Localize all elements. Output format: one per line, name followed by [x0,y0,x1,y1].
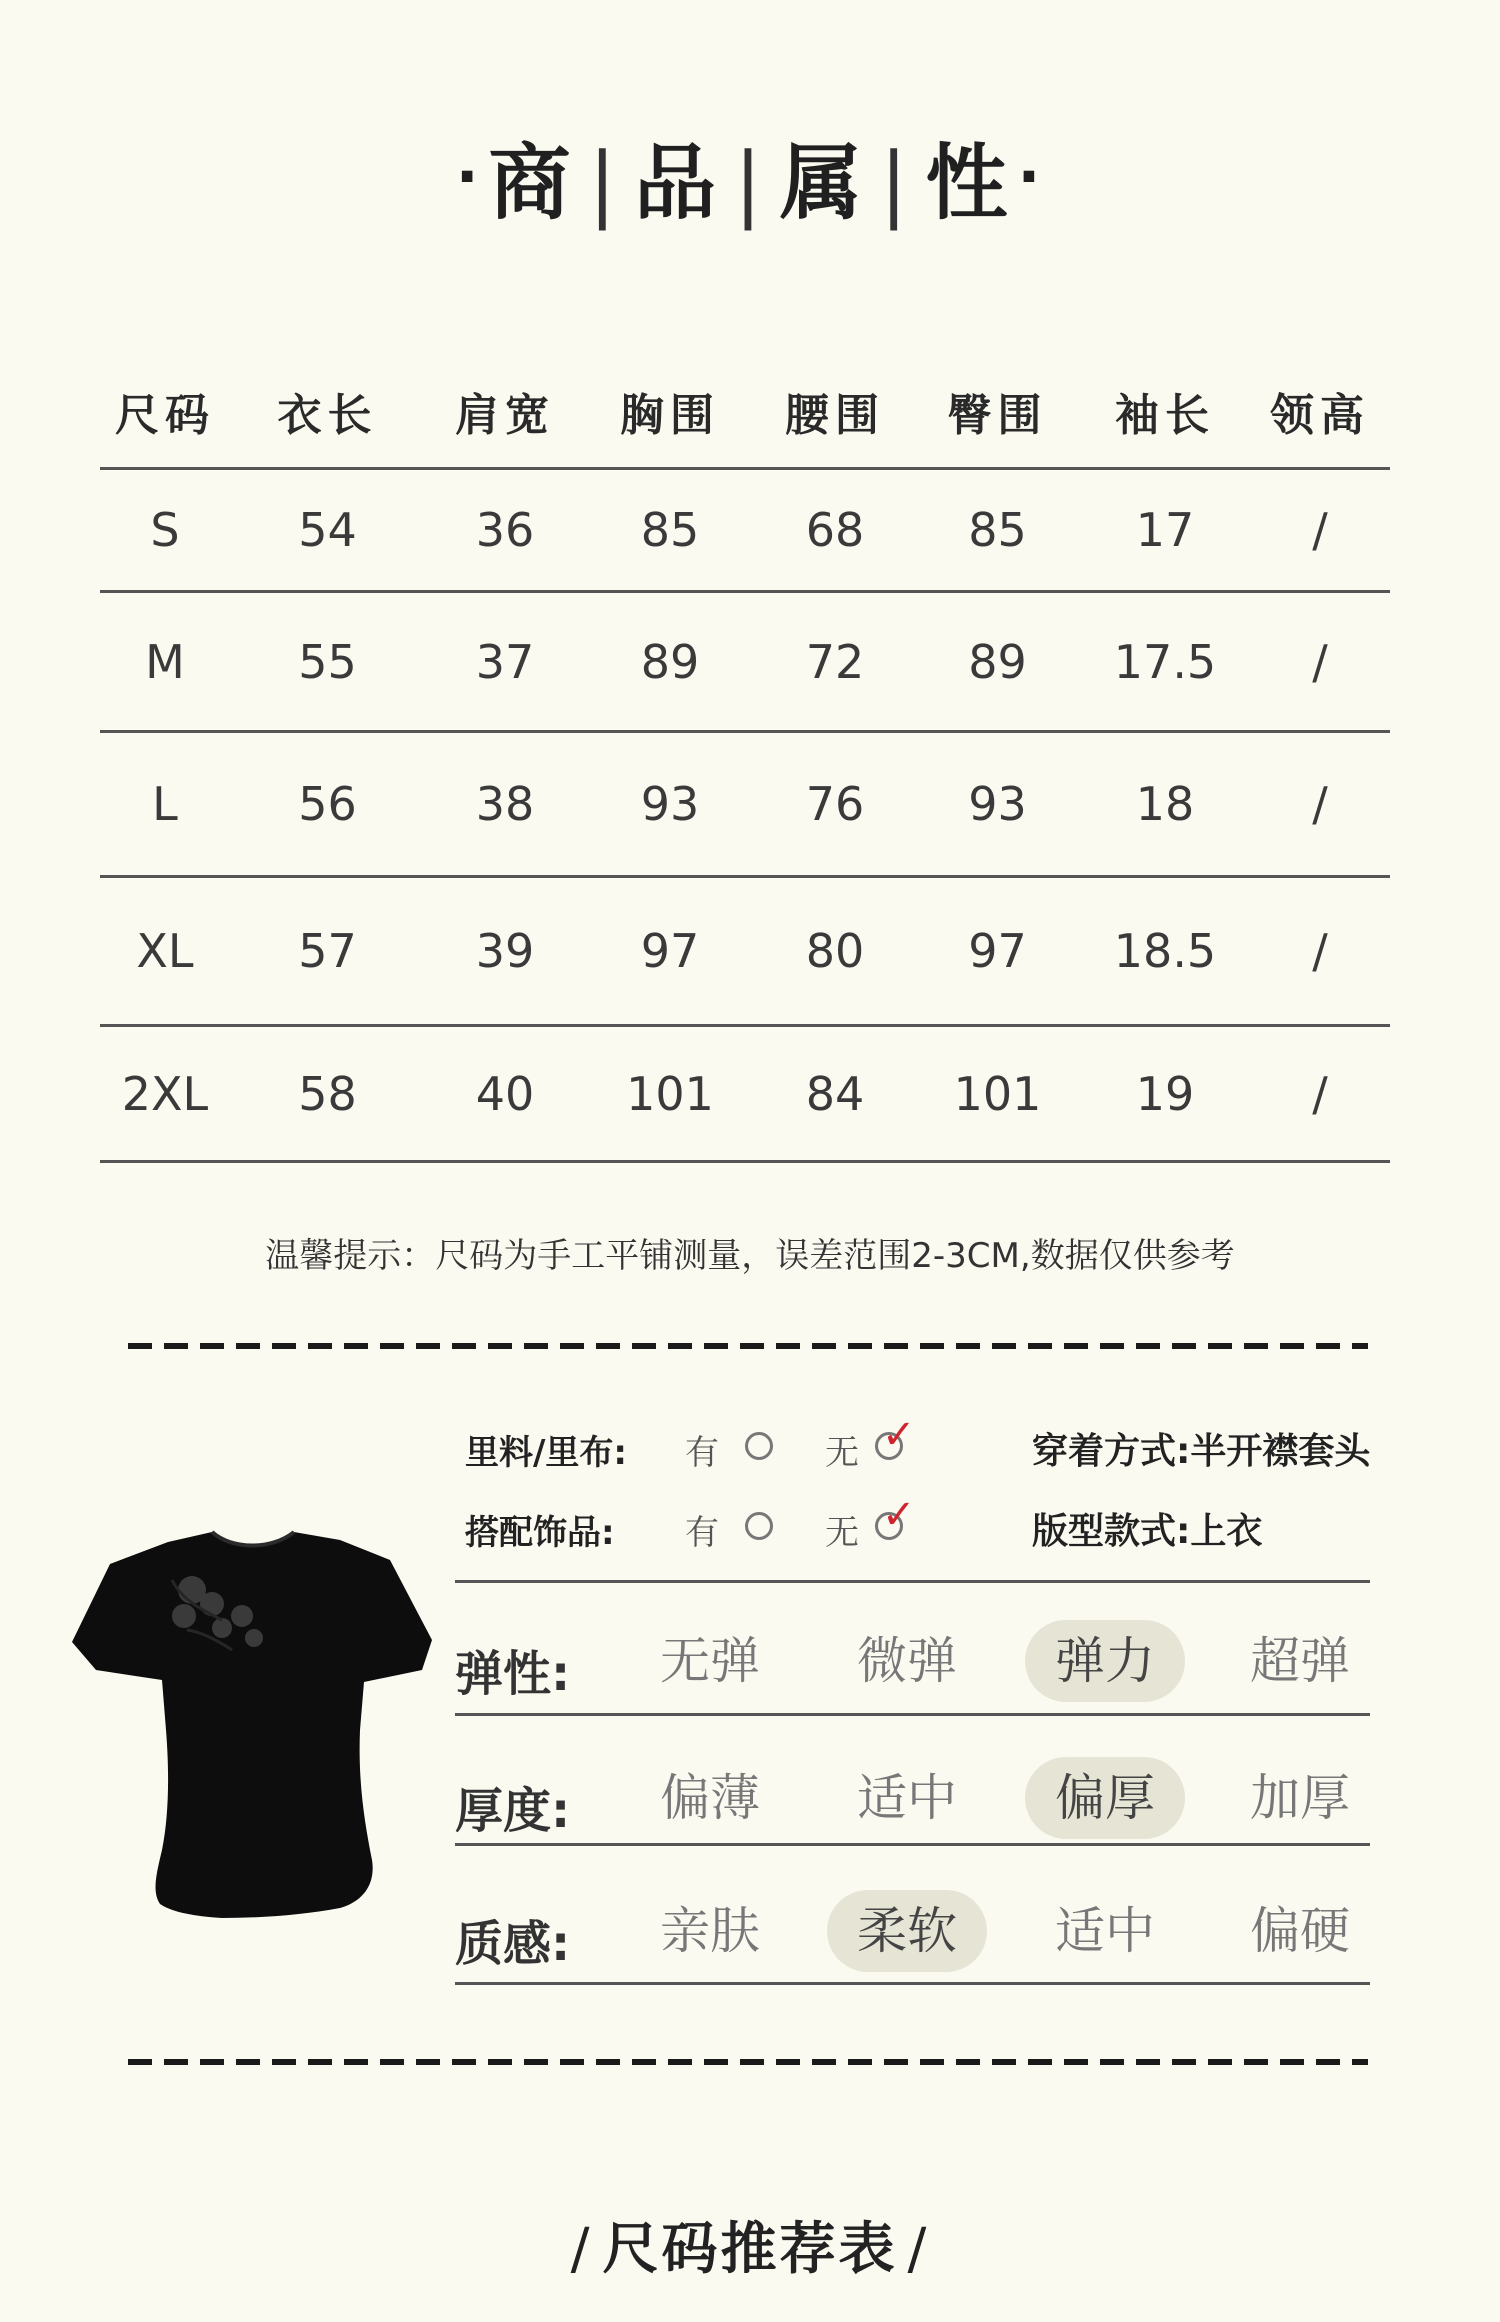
column-header: 腰围 [755,355,915,469]
table-cell: 93 [915,732,1080,877]
measurement-tip: 温馨提示：尺码为手工平铺测量，误差范围2-3CM,数据仅供参考 [265,1236,1235,1276]
thickness-option: 偏薄 [660,1769,760,1827]
table-cell: XL [100,877,230,1026]
texture-option: 偏硬 [1250,1902,1350,1960]
wear-style-info: 穿着方式:半开襟套头 [1032,1431,1371,1472]
table-cell: L [100,732,230,877]
table-row [100,732,1390,877]
row-divider [455,1843,1370,1846]
footer-slash: / [570,2217,593,2282]
elasticity-option-selected: 弹力 [1025,1620,1185,1702]
column-header: 胸围 [585,355,755,469]
table-cell: 89 [585,592,755,732]
table-cell: 76 [755,732,915,877]
lining-option-yes: 有 [685,1433,719,1473]
table-cell: 38 [425,732,585,877]
table-header-row [100,355,1390,469]
table-cell: 17 [1080,469,1250,592]
elasticity-row [455,1620,1370,1710]
thickness-label: 厚度: [455,1783,571,1839]
dashed-divider [128,1343,1368,1349]
row-divider [455,1713,1370,1716]
accessory-option-no: 无 [825,1513,859,1553]
title-separator: | [734,136,766,231]
table-cell: 101 [585,1026,755,1162]
title-char: 性 [925,136,1012,231]
fit-style-info: 版型款式:上衣 [1032,1511,1263,1552]
texture-option: 适中 [1055,1902,1155,1960]
footer-slash: / [907,2217,930,2282]
accessory-label: 搭配饰品: [465,1513,615,1553]
table-row [100,469,1390,592]
check-mark-icon: ✓ [882,1412,916,1458]
dashed-divider [128,2059,1368,2065]
title-separator: | [588,136,621,231]
column-header: 领高 [1250,355,1390,469]
table-cell: 68 [755,469,915,592]
table-cell: / [1250,732,1390,877]
radio-empty-icon [745,1512,773,1540]
title-dot-right: · [1017,142,1045,212]
texture-option-selected: 柔软 [827,1890,987,1972]
table-cell: 19 [1080,1026,1250,1162]
table-cell: 101 [915,1026,1080,1162]
table-cell: 89 [915,592,1080,732]
texture-option: 亲肤 [660,1902,760,1960]
table-cell: / [1250,469,1390,592]
table-cell: 18.5 [1080,877,1250,1026]
title-dot-left: · [455,142,483,212]
table-cell: 54 [230,469,425,592]
check-mark-icon: ✓ [882,1492,916,1538]
table-cell: 72 [755,592,915,732]
table-cell: 97 [915,877,1080,1026]
thickness-row [455,1757,1370,1847]
row-divider [455,1982,1370,1985]
table-cell: 56 [230,732,425,877]
column-header: 尺码 [100,355,230,469]
accessory-option-yes: 有 [685,1513,719,1553]
table-cell: / [1250,877,1390,1026]
table-cell: 97 [585,877,755,1026]
thickness-option: 适中 [857,1769,957,1827]
table-row [100,877,1390,1026]
table-row [100,1026,1390,1162]
texture-row [455,1890,1370,1980]
table-cell: 18 [1080,732,1250,877]
elasticity-option: 微弹 [857,1632,957,1690]
title-char: 属 [779,136,866,231]
footer-title-text: 尺码推荐表 [602,2217,898,2282]
column-header: 衣长 [230,355,425,469]
texture-label: 质感: [455,1916,571,1972]
table-cell: 39 [425,877,585,1026]
table-cell: 17.5 [1080,592,1250,732]
table-cell: 37 [425,592,585,732]
table-cell: 93 [585,732,755,877]
thickness-option: 加厚 [1250,1769,1350,1827]
title-char: 品 [634,136,721,231]
lining-option-no: 无 [825,1433,859,1473]
size-recommendation-title [0,2205,1500,2285]
page-title [0,118,1500,235]
table-cell: 57 [230,877,425,1026]
table-cell: 84 [755,1026,915,1162]
radio-empty-icon [745,1432,773,1460]
column-header: 袖长 [1080,355,1250,469]
column-header: 肩宽 [425,355,585,469]
table-cell: / [1250,592,1390,732]
table-cell: 2XL [100,1026,230,1162]
elasticity-option: 无弹 [660,1632,760,1690]
column-header: 臀围 [915,355,1080,469]
table-cell: 55 [230,592,425,732]
table-cell: 40 [425,1026,585,1162]
table-cell: 80 [755,877,915,1026]
black-tshirt-image [72,1520,432,1940]
table-cell: / [1250,1026,1390,1162]
title-separator: | [879,136,912,231]
table-cell: 58 [230,1026,425,1162]
row-divider [455,1580,1370,1583]
table-cell: 36 [425,469,585,592]
elasticity-label: 弹性: [455,1646,571,1702]
title-char: 商 [488,136,575,231]
table-row [100,592,1390,732]
size-table [100,355,1390,1163]
table-cell: 85 [585,469,755,592]
lining-label: 里料/里布: [465,1433,628,1473]
table-cell: M [100,592,230,732]
table-cell: 85 [915,469,1080,592]
thickness-option-selected: 偏厚 [1025,1757,1185,1839]
elasticity-option: 超弹 [1250,1632,1350,1690]
table-cell: S [100,469,230,592]
